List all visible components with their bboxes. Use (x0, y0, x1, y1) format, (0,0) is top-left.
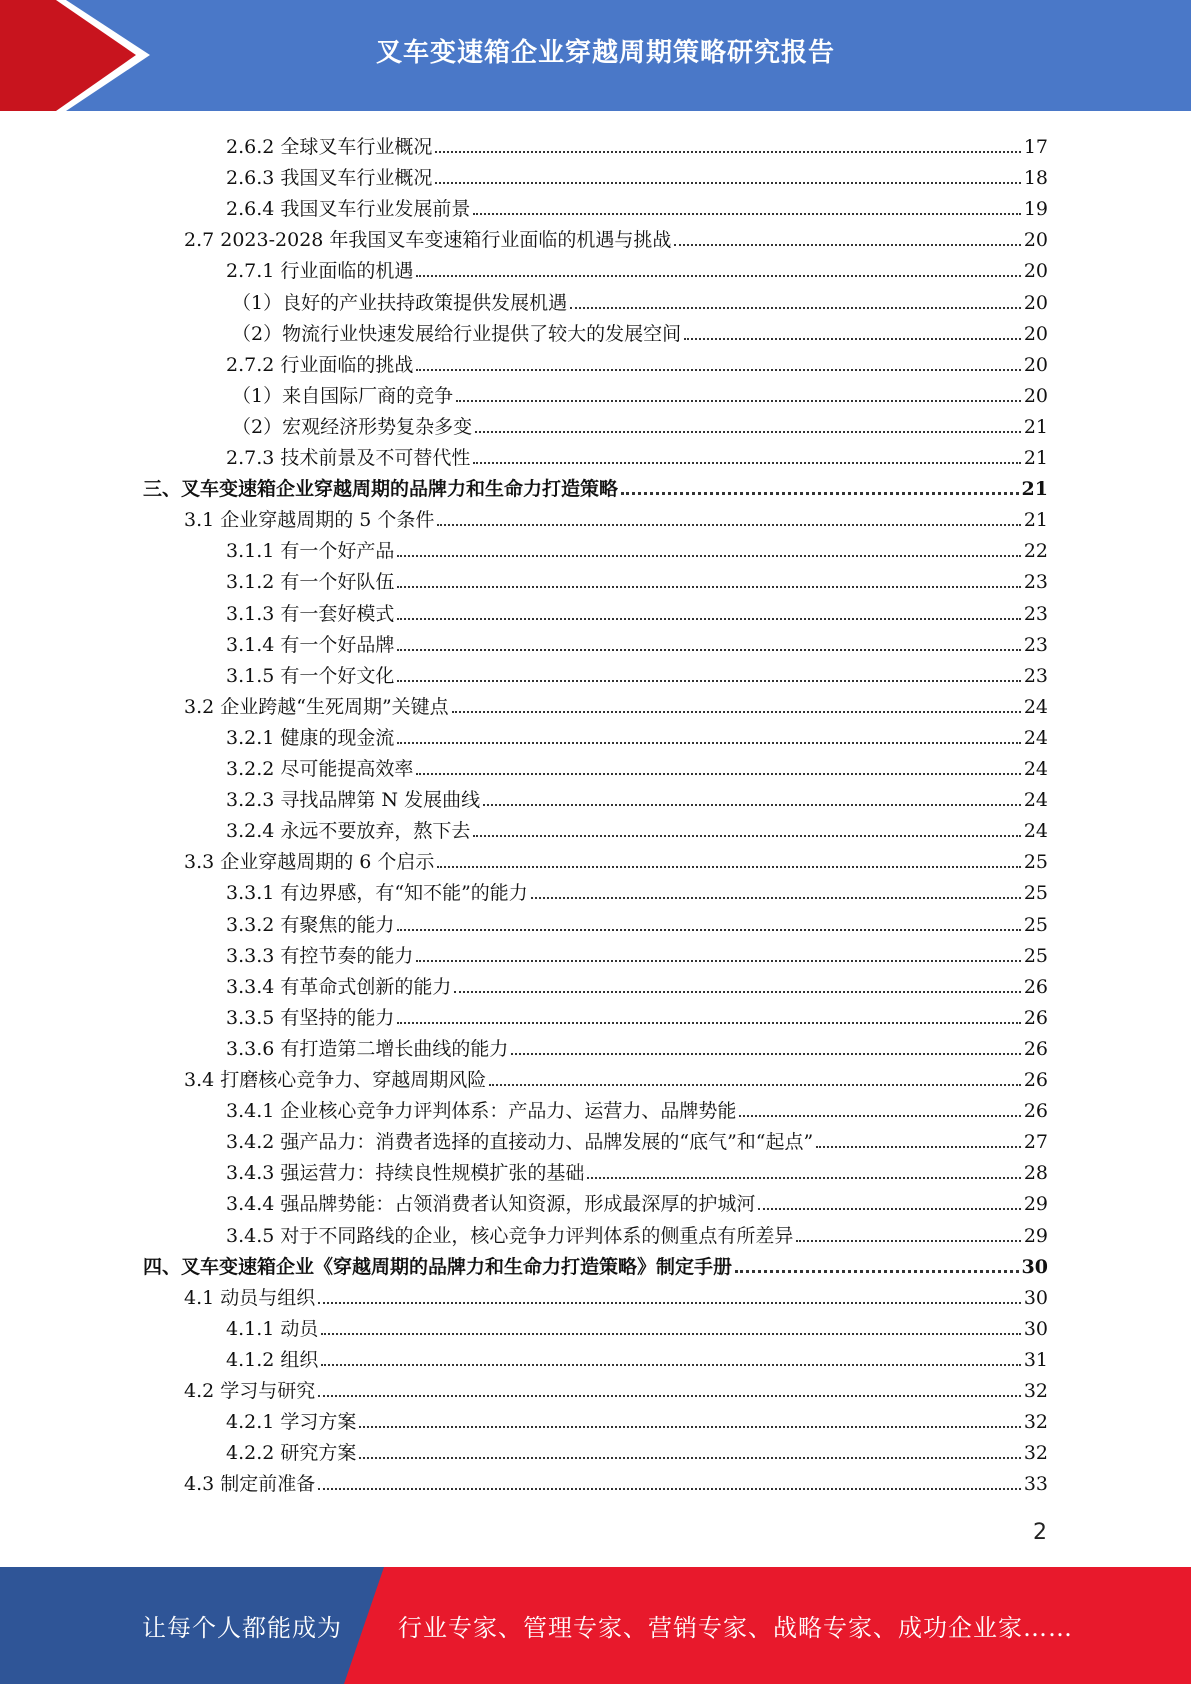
toc-entry-page: 20 (1023, 260, 1048, 283)
toc-entry[interactable] (226, 190, 1048, 221)
toc-entry-page: 29 (1023, 1224, 1048, 1247)
toc-entry-title: 3.1.3 有一套好模式 (226, 602, 395, 625)
toc-dot-leader (416, 275, 1020, 277)
toc-dot-leader (321, 1364, 1020, 1366)
toc-dot-leader (437, 524, 1020, 526)
toc-entry-title: 3.3 企业穿越周期的 6 个启示 (184, 851, 435, 874)
toc-entry-page: 30 (1021, 1255, 1048, 1278)
toc-dot-leader (473, 462, 1020, 464)
toc-entry[interactable] (226, 1092, 1048, 1123)
toc-entry-title: 3.1 企业穿越周期的 5 个条件 (184, 509, 435, 532)
toc-dot-leader (318, 1395, 1021, 1397)
toc-entry[interactable] (232, 408, 1048, 439)
toc-entry[interactable] (184, 1279, 1048, 1310)
toc-entry-title: 3.2.4 永远不要放弃，熬下去 (226, 820, 471, 843)
toc-dot-leader (397, 742, 1020, 744)
toc-dot-leader (359, 1426, 1020, 1428)
report-title: 叉车变速箱企业穿越周期策略研究报告 (375, 37, 835, 68)
toc-dot-leader (437, 866, 1020, 868)
toc-entry-title: 三、叉车变速箱企业穿越周期的品牌力和生命力打造策略 (143, 478, 619, 501)
toc-dot-leader (531, 897, 1021, 899)
toc-dot-leader (587, 1177, 1020, 1179)
toc-entry-page: 25 (1023, 882, 1048, 905)
toc-entry-title: （1）来自国际厂商的竞争 (232, 384, 454, 407)
toc-entry-title: 3.3.3 有控节奏的能力 (226, 944, 414, 967)
toc-entry-page: 20 (1023, 384, 1048, 407)
toc-entry-page: 26 (1023, 1100, 1048, 1123)
toc-entry-page: 24 (1023, 789, 1048, 812)
toc-entry[interactable] (226, 937, 1048, 968)
toc-entry[interactable] (226, 812, 1048, 843)
toc-entry-title: 3.4 打磨核心竞争力、穿越周期风险 (184, 1069, 487, 1091)
toc-dot-leader (475, 431, 1021, 433)
toc-dot-leader (570, 307, 1021, 309)
toc-entry-page: 26 (1023, 1037, 1048, 1060)
toc-entry-page: 20 (1023, 353, 1048, 376)
toc-entry-page: 20 (1023, 322, 1048, 345)
toc-entry[interactable] (184, 1061, 1048, 1092)
toc-entry[interactable] (226, 999, 1048, 1030)
toc-entry-page: 23 (1023, 602, 1048, 625)
footer-slogan-right: 行业专家、管理专家、营销专家、战略专家、成功企业家…… (398, 1614, 1073, 1642)
toc-dot-leader (456, 400, 1021, 402)
toc-dot-leader (816, 1146, 1021, 1148)
toc-entry-title: 3.1.5 有一个好文化 (226, 664, 395, 687)
toc-dot-leader (397, 618, 1020, 620)
toc-entry-title: 2.7 2023-2028 年我国叉车变速箱行业面临的机遇与挑战 (184, 229, 672, 252)
toc-entry-page: 21 (1023, 415, 1048, 438)
toc-entry-title: 4.1 动员与组织 (184, 1286, 316, 1309)
toc-dot-leader (454, 991, 1020, 993)
toc-dot-leader (483, 804, 1021, 806)
toc-dot-leader (359, 1457, 1020, 1459)
toc-entry[interactable] (226, 1403, 1048, 1434)
toc-entry[interactable] (184, 501, 1048, 532)
toc-dot-leader (397, 929, 1020, 931)
toc-entry-title: 4.1.1 动员 (226, 1317, 319, 1340)
toc-entry-title: （2）宏观经济形势复杂多变 (232, 415, 473, 438)
toc-entry[interactable] (232, 284, 1048, 315)
toc-entry-page: 32 (1023, 1442, 1048, 1465)
toc-entry-page: 25 (1023, 944, 1048, 967)
toc-dot-leader (397, 555, 1020, 557)
toc-dot-leader (796, 1240, 1020, 1242)
toc-dot-leader (321, 1333, 1020, 1335)
toc-dot-leader (416, 773, 1020, 775)
toc-entry-title: 2.7.1 行业面临的机遇 (226, 260, 414, 283)
toc-entry[interactable] (184, 1372, 1048, 1403)
toc-entry-page: 32 (1023, 1380, 1048, 1402)
toc-entry[interactable] (226, 1310, 1048, 1341)
toc-entry-title: 3.3.6 有打造第二增长曲线的能力 (226, 1037, 509, 1060)
toc-entry-page: 23 (1023, 571, 1048, 594)
toc-entry-page: 30 (1023, 1317, 1048, 1340)
footer-banner (0, 1567, 1191, 1684)
toc-dot-leader (735, 1270, 1019, 1273)
toc-entry-page: 20 (1023, 229, 1048, 252)
toc-dot-leader (416, 960, 1020, 962)
toc-entry-page: 24 (1023, 695, 1048, 718)
toc-entry-title: 四、叉车变速箱企业《穿越周期的品牌力和生命力打造策略》制定手册 (143, 1255, 733, 1278)
toc-entry-page: 30 (1023, 1286, 1048, 1309)
toc-entry-page: 25 (1023, 851, 1048, 874)
page-number: 2 (1033, 1520, 1047, 1545)
toc-entry-page: 24 (1023, 758, 1048, 780)
toc-dot-leader (473, 213, 1020, 215)
toc-entry[interactable] (226, 1123, 1048, 1154)
toc-entry-title: （2）物流行业快速发展给行业提供了较大的发展空间 (232, 322, 682, 345)
toc-entry-page: 33 (1023, 1473, 1048, 1496)
toc-entry-title: 3.3.5 有坚持的能力 (226, 1006, 395, 1029)
toc-entry-title: 3.3.1 有边界感，有“知不能”的能力 (226, 882, 528, 905)
toc-dot-leader (758, 1208, 1020, 1210)
toc-entry[interactable] (226, 906, 1048, 937)
footer-slogan-left: 让每个人都能成为 (142, 1614, 342, 1642)
toc-dot-leader (397, 680, 1020, 682)
toc-entry[interactable] (226, 532, 1048, 563)
toc-dot-leader (511, 1053, 1020, 1055)
toc-entry[interactable] (143, 470, 1048, 501)
toc-entry-page: 20 (1023, 291, 1048, 314)
toc-entry[interactable] (226, 346, 1048, 377)
toc-dot-leader (397, 649, 1020, 651)
toc-entry[interactable] (226, 719, 1048, 750)
toc-entry-title: 3.1.2 有一个好队伍 (226, 571, 395, 594)
toc-entry[interactable] (226, 1434, 1048, 1465)
toc-entry-page: 25 (1023, 913, 1048, 936)
toc-dot-leader (473, 835, 1020, 837)
toc-entry[interactable] (226, 439, 1048, 470)
toc-entry-page: 26 (1023, 1006, 1048, 1029)
toc-entry[interactable] (143, 1248, 1048, 1279)
toc-dot-leader (435, 182, 1020, 184)
toc-entry-title: 4.3 制定前准备 (184, 1473, 316, 1496)
toc-entry-page: 24 (1023, 726, 1048, 749)
toc-entry-title: 4.2.1 学习方案 (226, 1411, 357, 1434)
toc-entry-title: 3.4.1 企业核心竞争力评判体系：产品力、运营力、品牌势能 (226, 1100, 737, 1123)
toc-dot-leader (435, 151, 1020, 153)
toc-entry[interactable] (226, 128, 1048, 159)
toc-entry-title: 3.2.3 寻找品牌第 N 发展曲线 (226, 789, 481, 812)
toc-entry[interactable] (232, 315, 1048, 346)
toc-entry-page: 27 (1023, 1131, 1048, 1154)
toc-entry-page: 28 (1023, 1162, 1048, 1185)
toc-entry-title: 2.6.4 我国叉车行业发展前景 (226, 198, 471, 221)
toc-entry[interactable] (226, 1217, 1048, 1248)
toc-entry-title: 3.2 企业跨越“生死周期”关键点 (184, 695, 449, 718)
toc-dot-leader (397, 1022, 1020, 1024)
toc-entry[interactable] (226, 563, 1048, 594)
toc-entry-page: 17 (1023, 136, 1048, 158)
toc-entry[interactable] (226, 159, 1048, 190)
toc-entry[interactable] (226, 781, 1048, 812)
toc-entry[interactable] (226, 626, 1048, 657)
toc-entry-page: 19 (1023, 198, 1048, 221)
toc-entry-title: 2.6.2 全球叉车行业概况 (226, 136, 433, 158)
toc-dot-leader (318, 1488, 1021, 1490)
toc-entry-page: 23 (1023, 633, 1048, 656)
toc-entry-page: 26 (1023, 975, 1048, 998)
toc-entry[interactable] (226, 595, 1048, 626)
toc-dot-leader (416, 369, 1020, 371)
toc-entry-title: 3.4.3 强运营力：持续良性规模扩张的基础 (226, 1162, 585, 1185)
toc-dot-leader (684, 338, 1021, 340)
toc-entry-page: 21 (1023, 447, 1048, 469)
toc-entry[interactable] (232, 377, 1048, 408)
toc-entry-page: 23 (1023, 664, 1048, 687)
toc-entry-title: 2.7.3 技术前景及不可替代性 (226, 447, 471, 469)
toc-entry-page: 26 (1023, 1069, 1048, 1091)
toc-entry[interactable] (184, 1465, 1048, 1496)
toc-dot-leader (621, 492, 1019, 495)
toc-entry-title: 2.7.2 行业面临的挑战 (226, 353, 414, 376)
toc-dot-leader (674, 244, 1020, 246)
toc-dot-leader (452, 711, 1021, 713)
toc-entry[interactable] (226, 750, 1048, 781)
toc-entry-title: （1）良好的产业扶持政策提供发展机遇 (232, 291, 568, 314)
toc-entry-title: 3.4.4 强品牌势能：占领消费者认知资源，形成最深厚的护城河 (226, 1193, 756, 1216)
toc-entry-title: 3.2.2 尽可能提高效率 (226, 758, 414, 780)
toc-entry-page: 29 (1023, 1193, 1048, 1216)
toc-entry[interactable] (184, 688, 1048, 719)
toc-entry-page: 21 (1023, 509, 1048, 532)
toc-entry-title: 3.2.1 健康的现金流 (226, 726, 395, 749)
toc-dot-leader (318, 1302, 1021, 1304)
toc-entry-title: 3.1.4 有一个好品牌 (226, 633, 395, 656)
toc-entry-page: 21 (1021, 478, 1048, 501)
toc-entry-title: 3.4.5 对于不同路线的企业，核心竞争力评判体系的侧重点有所差异 (226, 1224, 794, 1247)
toc-entry-page: 22 (1023, 540, 1048, 563)
toc-entry[interactable] (226, 1154, 1048, 1185)
toc-entry-title: 3.3.2 有聚焦的能力 (226, 913, 395, 936)
toc-entry-title: 4.2 学习与研究 (184, 1380, 316, 1402)
toc-entry[interactable] (226, 1030, 1048, 1061)
toc-dot-leader (397, 586, 1020, 588)
toc-entry-title: 3.4.2 强产品力：消费者选择的直接动力、品牌发展的“底气”和“起点” (226, 1131, 814, 1154)
header-bar (0, 0, 1191, 111)
toc-entry[interactable] (226, 252, 1048, 283)
toc-entry-page: 31 (1023, 1348, 1048, 1371)
toc-entry-page: 18 (1023, 167, 1048, 190)
toc-entry[interactable] (226, 1341, 1048, 1372)
toc-entry[interactable] (184, 843, 1048, 874)
toc-entry-title: 4.2.2 研究方案 (226, 1442, 357, 1465)
toc-entry-title: 3.3.4 有革命式创新的能力 (226, 975, 452, 998)
toc-entry-title: 3.1.1 有一个好产品 (226, 540, 395, 563)
toc-entry-title: 4.1.2 组织 (226, 1348, 319, 1371)
toc-entry[interactable] (184, 221, 1048, 252)
toc-entry-page: 24 (1023, 820, 1048, 843)
toc-entry-page: 32 (1023, 1411, 1048, 1434)
toc-entry[interactable] (226, 657, 1048, 688)
toc-entry[interactable] (226, 1185, 1048, 1216)
toc-dot-leader (489, 1084, 1021, 1086)
toc-entry[interactable] (226, 874, 1048, 905)
toc-dot-leader (739, 1115, 1020, 1117)
toc-entry[interactable] (226, 968, 1048, 999)
toc-entry-title: 2.6.3 我国叉车行业概况 (226, 167, 433, 190)
